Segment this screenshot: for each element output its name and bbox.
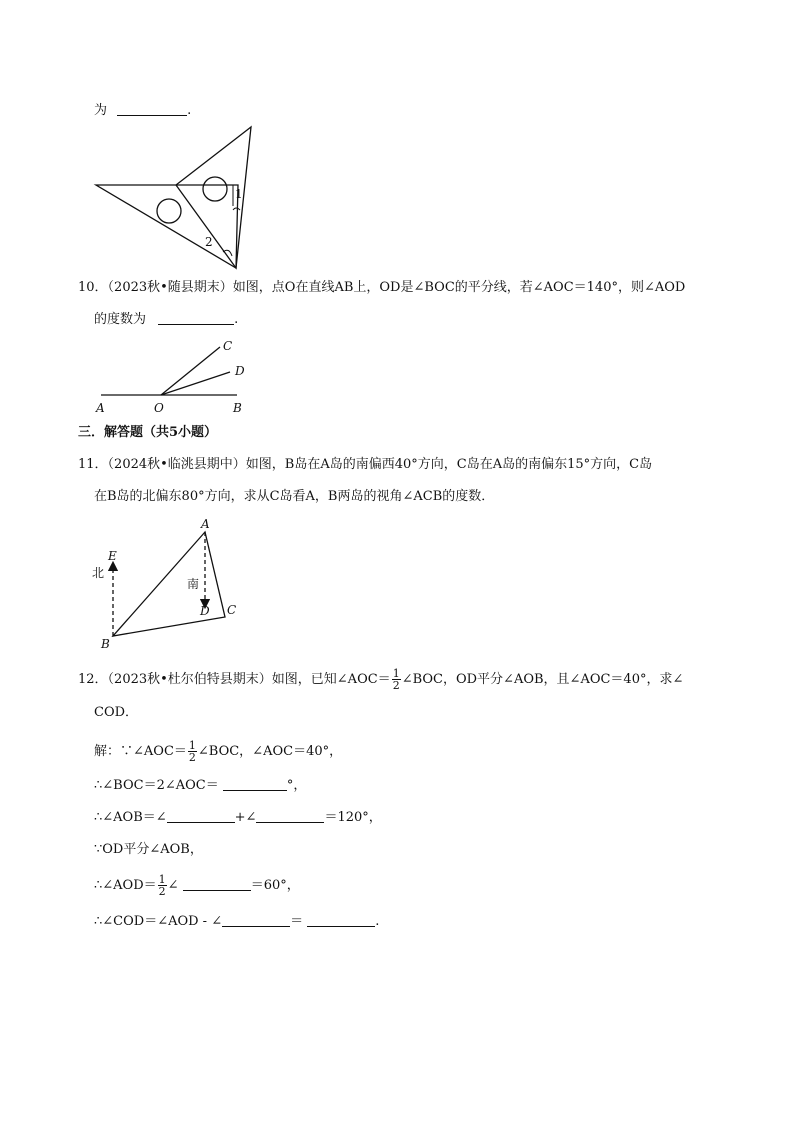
q12-blank-1[interactable] bbox=[223, 776, 287, 791]
label-d: D bbox=[200, 604, 210, 618]
q12-line2: COD． bbox=[94, 705, 139, 720]
section-title: 三．解答题（共5小题） bbox=[78, 425, 218, 440]
angle-label-1: 1 bbox=[235, 187, 243, 201]
q12-blank-3[interactable] bbox=[256, 808, 324, 823]
q9-tail: 为 . bbox=[94, 103, 192, 118]
q11-line1: 11．（2024秋•临洮县期中）如图，B岛在A岛的南偏西40°方向，C岛在A岛的南偏东15°方向，C岛 bbox=[78, 457, 653, 472]
q12-blank-2[interactable] bbox=[167, 808, 235, 823]
fraction-half: $\frac{1}{2}$ bbox=[188, 739, 196, 764]
label-d: D bbox=[235, 364, 245, 378]
q12-line1: 12．（2023秋•杜尔伯特县期末）如图，已知∠AOC＝ $\frac{1}{2}$ ∠BOC，OD平分∠AOB，且∠AOC＝40°，求∠ bbox=[78, 667, 684, 692]
q12-blank-5[interactable] bbox=[222, 912, 290, 927]
q12-step2: ∴∠AOB＝∠ +∠ ＝120°， bbox=[94, 810, 382, 825]
label-b: B bbox=[101, 637, 110, 651]
q12-solution-intro: 解：∵∠AOC＝ $\frac{1}{2}$ ∠BOC，∠AOC＝40°， bbox=[94, 739, 343, 764]
label-c: C bbox=[223, 339, 233, 353]
q12-blank-4[interactable] bbox=[183, 876, 251, 891]
label-a: A bbox=[96, 401, 105, 415]
label-south: 南 bbox=[187, 577, 200, 591]
angle-label-2: 2 bbox=[205, 235, 213, 249]
label-north: 北 bbox=[92, 566, 105, 580]
q10-line2: 的度数为 . bbox=[94, 312, 239, 327]
label-e: E bbox=[108, 549, 117, 563]
q12-blank-6[interactable] bbox=[307, 912, 375, 927]
q12-step4: ∴∠AOD＝ $\frac{1}{2}$ ∠ ＝60°， bbox=[94, 873, 300, 898]
triangle-abc bbox=[113, 532, 225, 636]
fraction-half: $\frac{1}{2}$ bbox=[392, 667, 400, 692]
label-a: A bbox=[201, 517, 210, 531]
q10-line1: 10．（2023秋•随县期末）如图，点O在直线AB上，OD是∠BOC的平分线，若∠AOC＝140°，则∠AOD bbox=[78, 280, 686, 295]
label-o: O bbox=[154, 401, 164, 415]
q12-step1: ∴∠BOC＝2∠AOC＝ °， bbox=[94, 778, 307, 793]
q12-step3: ∵OD平分∠AOB， bbox=[94, 842, 203, 857]
label-b: B bbox=[233, 401, 242, 415]
fraction-half: $\frac{1}{2}$ bbox=[158, 873, 166, 898]
label-c: C bbox=[227, 603, 237, 617]
q11-line2: 在B岛的北偏东80°方向，求从C岛看A，B两岛的视角∠ACB的度数． bbox=[94, 489, 495, 504]
q12-step5: ∴∠COD＝∠AOD - ∠ ＝ . bbox=[94, 914, 380, 929]
